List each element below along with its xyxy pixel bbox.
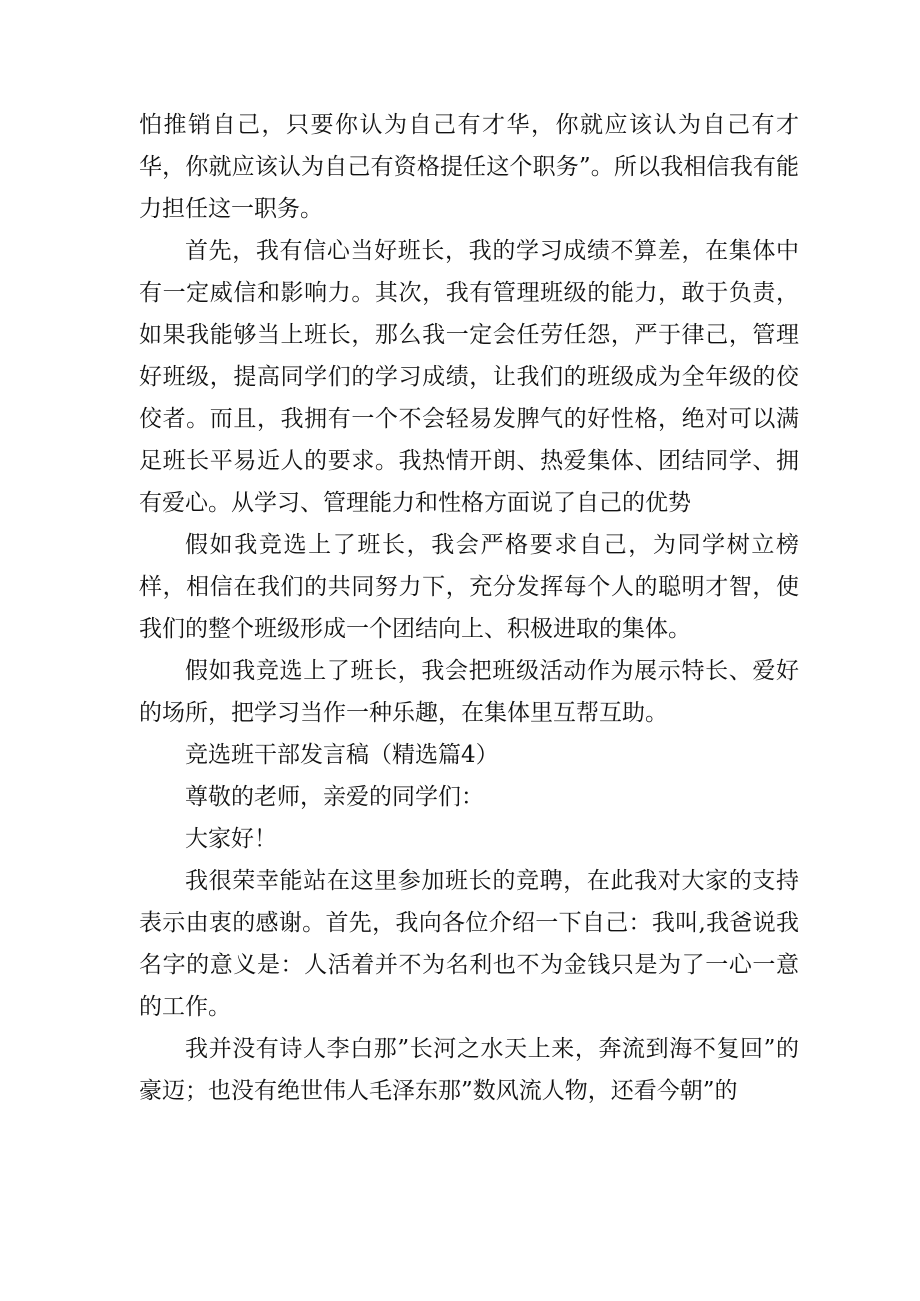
section-heading: 竞选班干部发言稿（精选篇4） [185, 742, 499, 768]
paragraph-6: 我并没有诗人李白那”长河之水天上来，奔流到海不复回”的豪迈；也没有绝世伟人毛泽东那”数风流人物，还看今朝”的 [139, 1036, 799, 1104]
paragraph-2: 首先，我有信心当好班长，我的学习成绩不算差，在集体中有一定威信和影响力。其次，我有管理班级的能力，敢于负责，如果我能够当上班长，那么我一定会任劳任怨，严于律己，管理好班级，提高同学们的学习成绩，让我们的班级成为全年级的佼佼者。而且，我拥有一个不会轻易发脾气的好性格，绝对可以满足班长平易近人的要求。我热情开朗、热爱集体、团结同学、拥有爱心。从学习、管理能力和性格方面说了自己的优势 [139, 238, 799, 516]
paragraph-1: 怕推销自己，只要你认为自己有才华，你就应该认为自己有才华，你就应该认为自己有资格提任这个职务”。所以我相信我有能力担任这一职务。 [139, 112, 799, 222]
salutation: 尊敬的老师，亲爱的同学们： [185, 784, 484, 810]
paragraph-4: 假如我竞选上了班长，我会把班级活动作为展示特长、爱好的场所，把学习当作一种乐趣，在集体里互帮互助。 [139, 658, 799, 726]
document-body [139, 104, 799, 1112]
greeting: 大家好！ [185, 826, 277, 852]
paragraph-5: 我很荣幸能站在这里参加班长的竞聘，在此我对大家的支持表示由衷的感谢。首先，我向各位介绍一下自己：我叫,我爸说我名字的意义是：人活着并不为名利也不为金钱只是为了一心一意的工作。 [139, 868, 799, 1020]
paragraph-3: 假如我竞选上了班长，我会严格要求自己，为同学树立榜样，相信在我们的共同努力下，充分发挥每个人的聪明才智，使我们的整个班级形成一个团结向上、积极进取的集体。 [139, 532, 799, 642]
